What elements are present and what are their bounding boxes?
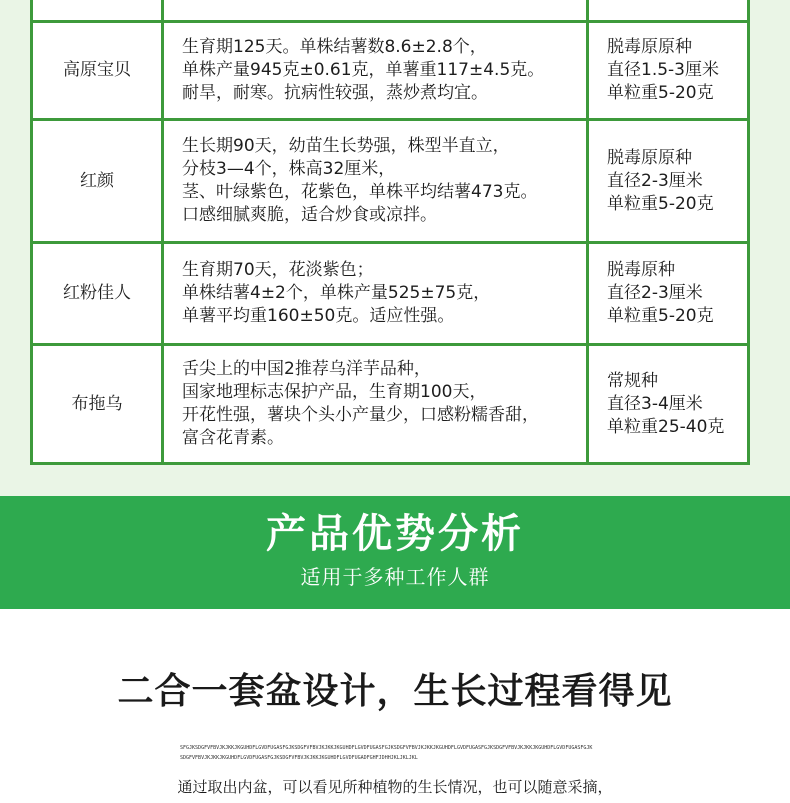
description-line: 舌尖上的中国2推荐乌洋芋品种， (182, 359, 431, 379)
filler-text-line: SFGJKSDGFVFBVJKJKKJKGUHDFLGVDFUGASFGJKSDGFVFBVJKJKKJKGUHDFLGVDFUGASFGJKSDGFVFBVJKJKKJKGUHDFLGVDFUGASFGJKSDGFVFBVJKJKKJKGUHDFLGVDFUGASFGJK (180, 745, 593, 751)
description-line: 茎、叶绿紫色，花紫色，单株平均结薯473克。 (182, 182, 538, 202)
spec-line: 脱毒原原种 (607, 37, 692, 57)
spec-line: 脱毒原原种 (607, 147, 692, 168)
variety-name: 红颜 (32, 120, 163, 243)
description-line: 单薯平均重160±50克。适应性强。 (182, 306, 455, 326)
description-line: 分枝3—4个，株高32厘米， (182, 159, 396, 179)
spec-line: 单粒重5-20克 (607, 306, 714, 326)
variety-name: 布拖乌 (32, 345, 163, 464)
description-line: 生育期70天，花淡紫色； (182, 260, 374, 280)
table-row (32, 243, 749, 345)
table-row (32, 0, 749, 22)
variety-description (163, 120, 588, 243)
description-line: 单株产量945克±0.61克，单薯重117±4.5克。 (182, 60, 545, 80)
banner-title: 产品优势分析 (266, 511, 524, 557)
variety-spec (588, 345, 749, 464)
variety-table (30, 0, 750, 465)
description-line: 口感细腻爽脆，适合炒食或凉拌。 (182, 205, 437, 225)
spec-line: 直径1.5-3厘米 (607, 60, 719, 80)
variety-name: 红粉佳人 (32, 243, 163, 345)
filler-text-line: SDGFVFBVJKJKKJKGUHDFLGVDFUGASFGJKSDGFVFBVJKJKKJKGUHDFLGVDFUGADFGHFJDHHJKLJKLJKL (180, 755, 418, 761)
feature-headline: 二合一套盆设计，生长过程看得见 (117, 671, 673, 712)
variety-description (163, 22, 588, 120)
description-line: 单株结薯4±2个，单株产量525±75克， (182, 283, 491, 303)
banner-subtitle: 适用于多种工作人群 (300, 565, 490, 589)
description-line: 生长期90天，幼苗生长势强，株型半直立， (182, 136, 510, 156)
advantage-banner (0, 496, 790, 609)
spec-line: 直径2-3厘米 (607, 283, 703, 303)
description-line: 开花性强，薯块个头小产量少，口感粉糯香甜， (182, 405, 539, 425)
variety-spec-cell (588, 0, 749, 22)
spec-line: 单粒重5-20克 (607, 193, 714, 214)
description-line: 生育期125天。单株结薯数8.6±2.8个， (182, 37, 487, 57)
spec-line: 单粒重25-40克 (607, 416, 725, 437)
spec-line: 直径3-4厘米 (607, 393, 703, 414)
description-line: 国家地理标志保护产品，生育期100天， (182, 382, 487, 402)
variety-description (163, 345, 588, 464)
variety-description (163, 243, 588, 345)
variety-spec (588, 243, 749, 345)
variety-spec (588, 120, 749, 243)
variety-spec (588, 22, 749, 120)
variety-name: 高原宝贝 (32, 22, 163, 120)
table-row (32, 345, 749, 464)
feature-description: 通过取出内盆，可以看见所种植物的生长情况，也可以随意采摘， (177, 778, 613, 796)
spec-line: 常规种 (607, 370, 658, 391)
description-line: 耐旱，耐寒。抗病性较强，蒸炒煮均宜。 (182, 83, 488, 103)
table-row (32, 22, 749, 120)
spec-line: 单粒重5-20克 (607, 83, 714, 103)
variety-desc-cell (163, 0, 588, 22)
table-row (32, 120, 749, 243)
variety-name-cell (32, 0, 163, 22)
spec-line: 脱毒原种 (607, 260, 675, 280)
spec-line: 直径2-3厘米 (607, 170, 703, 191)
description-line: 富含花青素。 (182, 428, 284, 448)
